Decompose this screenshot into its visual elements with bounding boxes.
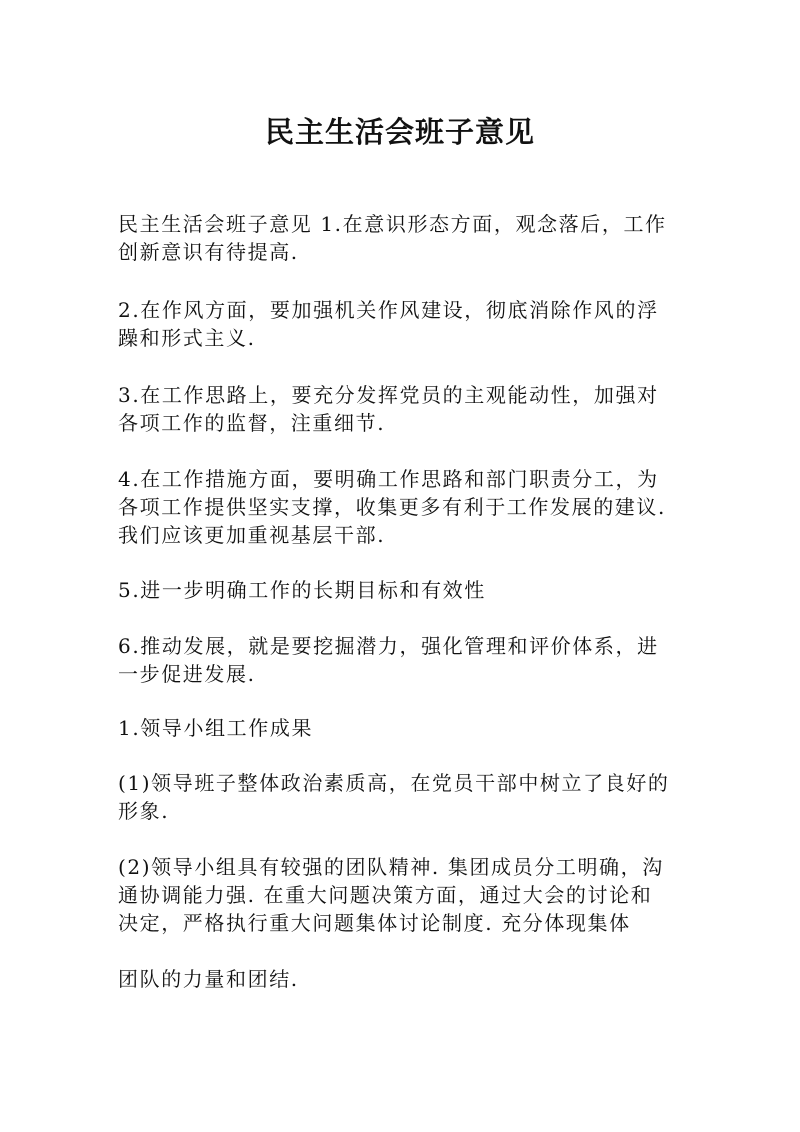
paragraph-4-line-3: 我们应该更加重视基层干部. xyxy=(118,523,386,547)
paragraph-10 xyxy=(118,965,678,993)
paragraph-1-line-2: 创新意识有待提高. xyxy=(118,240,299,264)
paragraph-3-line-1: 3.在工作思路上，要充分发挥党员的主观能动性，加强对 xyxy=(118,383,659,407)
paragraph-9-line-1: (2)领导小组具有较强的团队精神. 集团成员分工明确，沟 xyxy=(118,855,664,879)
paragraph-5-line-1: 5.进一步明确工作的长期目标和有效性 xyxy=(118,578,486,602)
paragraph-7 xyxy=(118,714,678,742)
paragraph-3 xyxy=(118,381,678,437)
paragraph-1 xyxy=(118,210,678,266)
paragraph-4-line-2: 各项工作提供坚实支撑，收集更多有利于工作发展的建议. xyxy=(118,495,666,519)
paragraph-6-line-2: 一步促进发展. xyxy=(118,662,256,686)
paragraph-2-line-1: 2.在作风方面，要加强机关作风建设，彻底消除作风的浮 xyxy=(118,298,659,322)
paragraph-2-line-2: 躁和形式主义. xyxy=(118,326,256,350)
paragraph-7-line-1: 1.领导小组工作成果 xyxy=(118,716,314,740)
paragraph-5 xyxy=(118,576,678,604)
paragraph-8 xyxy=(118,769,678,825)
paragraph-6 xyxy=(118,632,678,688)
page-title: 民主生活会班子意见 xyxy=(264,115,535,149)
paragraph-10-line-1: 团队的力量和团结. xyxy=(118,967,299,991)
paragraph-4-line-1: 4.在工作措施方面，要明确工作思路和部门职责分工，为 xyxy=(118,467,659,491)
paragraph-8-line-2: 形象. xyxy=(118,799,170,823)
paragraph-8-line-1: (1)领导班子整体政治素质高，在党员干部中树立了良好的 xyxy=(118,771,670,795)
paragraph-1-line-1: 民主生活会班子意见 1.在意识形态方面，观念落后，工作 xyxy=(118,212,667,236)
paragraph-9-line-3: 决定，严格执行重大问题集体讨论制度. 充分体现集体 xyxy=(118,911,631,935)
paragraph-4 xyxy=(118,465,678,549)
paragraph-6-line-1: 6.推动发展，就是要挖掘潜力，强化管理和评价体系，进 xyxy=(118,634,659,658)
paragraph-9 xyxy=(118,853,678,937)
paragraph-3-line-2: 各项工作的监督，注重细节. xyxy=(118,411,386,435)
paragraph-9-line-2: 通协调能力强. 在重大问题决策方面，通过大会的讨论和 xyxy=(118,883,653,907)
paragraph-2 xyxy=(118,296,678,352)
